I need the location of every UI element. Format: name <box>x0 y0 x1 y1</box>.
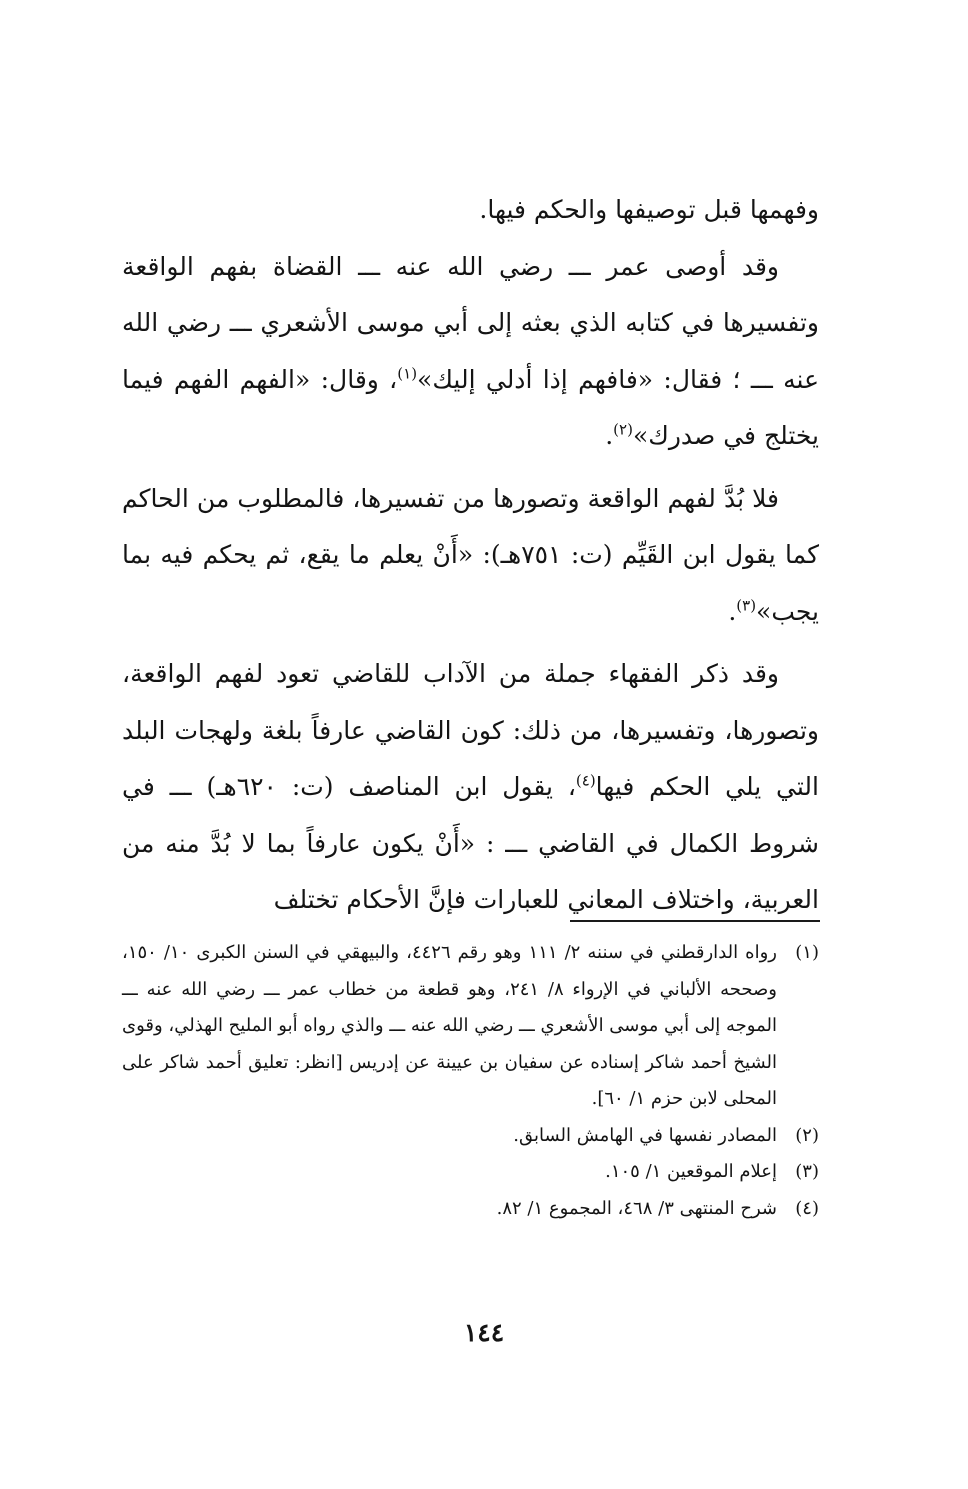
footnote-1-number: (١) <box>795 942 819 963</box>
footnote-1 <box>122 935 819 1118</box>
footnote-4-number: (٤) <box>795 1197 819 1219</box>
paragraph-4-text-a: وقد ذكر الفقهاء جملة من الآداب للقاضي تعود لفهم الواقعة، وتصورها، وتفسيرها، من ذلك: كون القاضي عارفاً بلغة ولهجات البلد التي يلي الحكم فيها <box>122 659 819 801</box>
footnote-3-number: (٣) <box>795 1161 819 1182</box>
paragraph-3-text-b: . <box>728 596 737 626</box>
footnote-ref-3[interactable]: (٣) <box>736 596 757 615</box>
footnote-ref-2[interactable]: (٢) <box>613 420 633 439</box>
footnote-2 <box>122 1118 819 1155</box>
footnote-3-text: إعلام الموقعين ١/ ١٠٥. <box>605 1161 777 1182</box>
footnote-3 <box>122 1154 819 1191</box>
main-text <box>122 182 819 929</box>
footnote-ref-4[interactable]: (٤) <box>575 771 596 790</box>
footnote-ref-1[interactable]: (١) <box>397 364 418 383</box>
footnote-4-text: شرح المنتهى ٣/ ٤٦٨، المجموع ١/ ٨٢. <box>496 1197 777 1219</box>
footnotes <box>122 935 819 1227</box>
paragraph-4 <box>122 646 819 929</box>
paragraph-2-text-b: ، وقال: «الفهم الفهم فيما يختلج في صدرك» <box>122 364 819 450</box>
paragraph-3 <box>122 471 819 641</box>
paragraph-2 <box>122 239 819 465</box>
paragraph-1 <box>122 182 819 239</box>
paragraph-1-text: وفهمها قبل توصيفها والحكم فيها. <box>479 195 819 224</box>
paragraph-4-text-b: ، يقول ابن المناصف (ت: ٦٢٠هـ) ـــ في شروط الكمال في القاضي ـــ : «أَنْ يكون عارفاً بما لا بُدَّ منه من العربية، واختلاف المعاني للعبارات فإنَّ الأحكام تختلف <box>122 772 819 914</box>
footnote-separator <box>570 920 820 922</box>
footnote-2-number: (٢) <box>795 1124 819 1146</box>
paragraph-2-text-a: وقد أوصى عمر ـــ رضي الله عنه ـــ القضاة بفهم الواقعة وتفسيرها في كتابه الذي بعثه إلى أبي موسى الأشعري ـــ رضي الله عنه ـــ ؛ فقال: «فافهم إذا أدلي إليك» <box>122 251 820 394</box>
paragraph-2-text-c: . <box>605 421 614 450</box>
paragraph-3-text-a: فلا بُدَّ لفهم الواقعة وتصورها من تفسيرها، فالمطلوب من الحاكم كما يقول ابن القَيِّم (ت: ٧٥١هـ): «أَنْ يعلم ما يقع، ثم يحكم فيه بما يجب» <box>122 483 819 626</box>
footnote-1-text: رواه الدارقطني في سننه ٢/ ١١١ وهو رقم ٤٤٢٦، والبيهقي في السنن الكبرى ١٠/ ١٥٠، وصححه الألباني في الإرواء ٨/ ٢٤١، وهو قطعة من خطاب عمر ـــ رضي الله عنه ـــ الموجه إلى أبي موسى الأشعري ـــ رضي الله عنه ـــ والذي رواه أبو المليح الهذلي، وقوى الشيخ أحمد شاكر إسناده عن سفيان بن عيينة عن إدريس [انظر: تعليق أحمد شاكر على المحلى لابن حزم ١/ ٦٠]. <box>122 942 777 1109</box>
footnote-4 <box>122 1191 819 1228</box>
page-number: ١٤٤ <box>463 1318 505 1347</box>
footnote-2-text: المصادر نفسها في الهامش السابق. <box>513 1124 777 1146</box>
